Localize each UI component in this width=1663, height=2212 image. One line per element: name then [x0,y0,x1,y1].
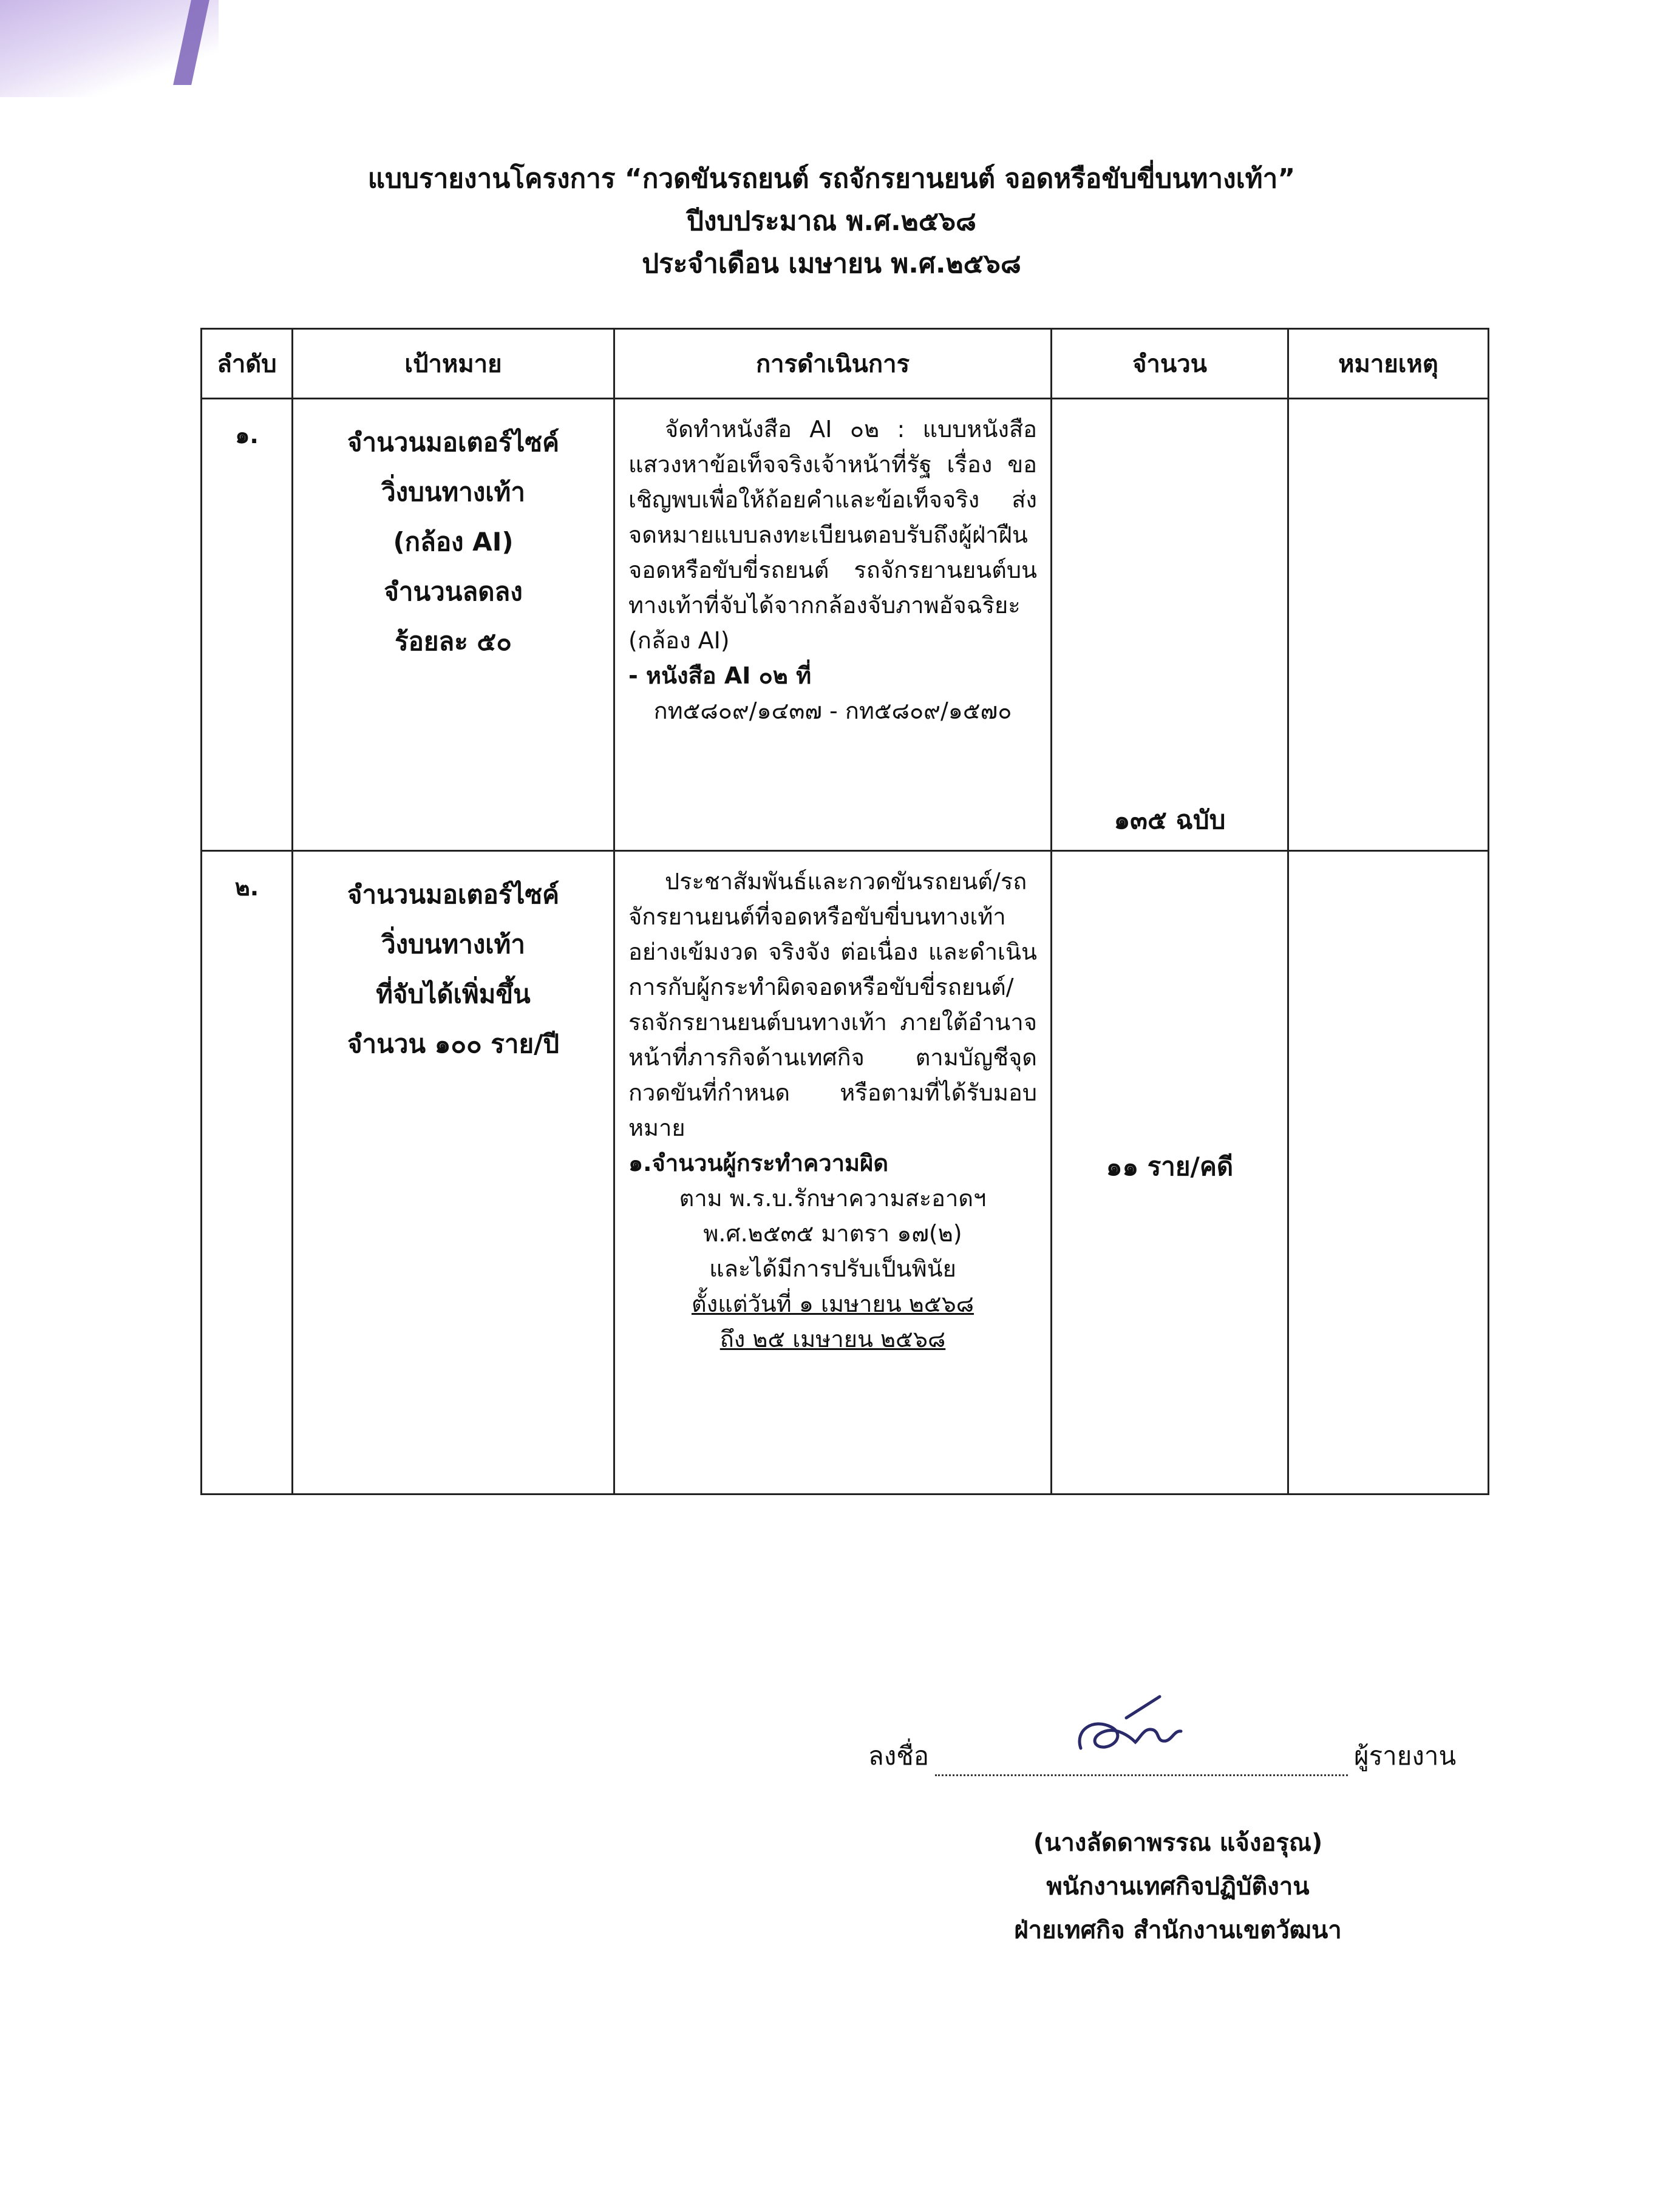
target-line: (กล้อง AI) [393,527,514,557]
fiscal-year: ปีงบประมาณ พ.ศ.๒๕๖๘ [687,206,976,237]
row-target [293,399,614,851]
operation-law-line: ตาม พ.ร.บ.รักษาความสะอาดฯ [679,1185,987,1212]
target-line: จำนวนมอเตอร์ไซค์ [347,880,560,909]
operation-text: จัดทำหนังสือ AI ๐๒ : แบบหนังสือแสวงหาข้อเท็จจริงเจ้าหน้าที่รัฐ เรื่อง ขอเชิญพบเพื่อให้ถ้อยคำและข้อเท็จจริง ส่งจดหมายแบบลงทะเบียนตอบรับถึงผู้ฝ่าฝืนจอดหรือขับขี่รถยนต์ รถจักรยานยนต์บนทางเท้าที่จับได้จากกล้องจับภาพอัจฉริยะ (กล้อง AI) [628,416,1037,654]
row-target [293,851,614,1494]
row-note [1288,851,1489,1494]
target-line: จำนวนมอเตอร์ไซค์ [347,427,560,457]
signature-suffix: ผู้รายงาน [1353,1741,1457,1771]
row-number: ๒. [202,851,293,1494]
target-line: วิ่งบนทางเท้า [381,477,525,507]
target-line: ร้อยละ ๕๐ [395,626,512,656]
report-title: แบบรายงานโครงการ “กวดขันรถยนต์ รถจักรยานยนต์ จอดหรือขับขี่บนทางเท้า” [367,163,1296,194]
header-count: จำนวน [1052,329,1288,399]
table-header-row [202,329,1489,399]
report-table [200,328,1489,1495]
table-row [202,851,1489,1494]
operation-subheading: ๑.จำนวนผู้กระทำความผิด [628,1150,889,1176]
reporter-info [984,1821,1372,1952]
operation-date-from: ตั้งแต่วันที่ ๑ เมษายน ๒๕๖๘ [691,1291,974,1317]
target-line: จำนวน ๑๐๐ ราย/ปี [347,1029,560,1059]
signature-prefix: ลงชื่อ [868,1741,929,1771]
handwritten-signature-icon [1069,1694,1190,1760]
signature-block [868,1736,1456,1776]
row-count: ๑๑ ราย/คดี [1052,851,1288,1494]
row-count: ๑๓๕ ฉบับ [1052,399,1288,851]
header-operation: การดำเนินการ [614,329,1052,399]
operation-date-to: ถึง ๒๕ เมษายน ๒๕๖๘ [719,1326,946,1352]
header-note: หมายเหตุ [1288,329,1489,399]
target-line: วิ่งบนทางเท้า [381,929,525,959]
scan-corner-mark [0,0,219,97]
target-line: ที่จับได้เพิ่มขึ้น [376,979,531,1009]
operation-law-line: พ.ศ.๒๕๓๕ มาตรา ๑๗(๒) [703,1220,962,1247]
operation-subheading: - หนังสือ AI ๐๒ ที่ [628,662,812,689]
reporter-department: ฝ่ายเทศกิจ สำนักงานเขตวัฒนา [1014,1916,1342,1944]
row-operation [614,399,1052,851]
signature-line [868,1736,1456,1776]
header-no: ลำดับ [202,329,293,399]
target-line: จำนวนลดลง [384,577,523,606]
operation-reference: กท๕๘๐๙/๑๔๓๗ - กท๕๘๐๙/๑๕๗๐ [653,697,1012,724]
reporter-name: (นางลัดดาพรรณ แจ้งอรุณ) [1033,1829,1323,1857]
row-operation [614,851,1052,1494]
header-target: เป้าหมาย [293,329,614,399]
reporter-position: พนักงานเทศกิจปฏิบัติงาน [1046,1873,1310,1901]
operation-text: ประชาสัมพันธ์และกวดขันรถยนต์/รถจักรยานยนต์ที่จอดหรือขับขี่บนทางเท้าอย่างเข้มงวด จริงจัง ต่อเนื่อง และดำเนินการกับผู้กระทำผิดจอดหรือขับขี่รถยนต์/รถจักรยานยนต์บนทางเท้า ภายใต้อำนาจหน้าที่ภารกิจด้านเทศกิจ ตามบัญชีจุดกวดขันที่กำหนด หรือตามที่ได้รับมอบหมาย [628,868,1037,1141]
report-month: ประจำเดือน เมษายน พ.ศ.๒๕๖๘ [642,248,1021,279]
table-row [202,399,1489,851]
scan-corner-stripe [173,0,209,85]
row-number: ๑. [202,399,293,851]
row-note [1288,399,1489,851]
operation-law-line: และได้มีการปรับเป็นพินัย [709,1255,956,1282]
report-header [0,158,1663,285]
